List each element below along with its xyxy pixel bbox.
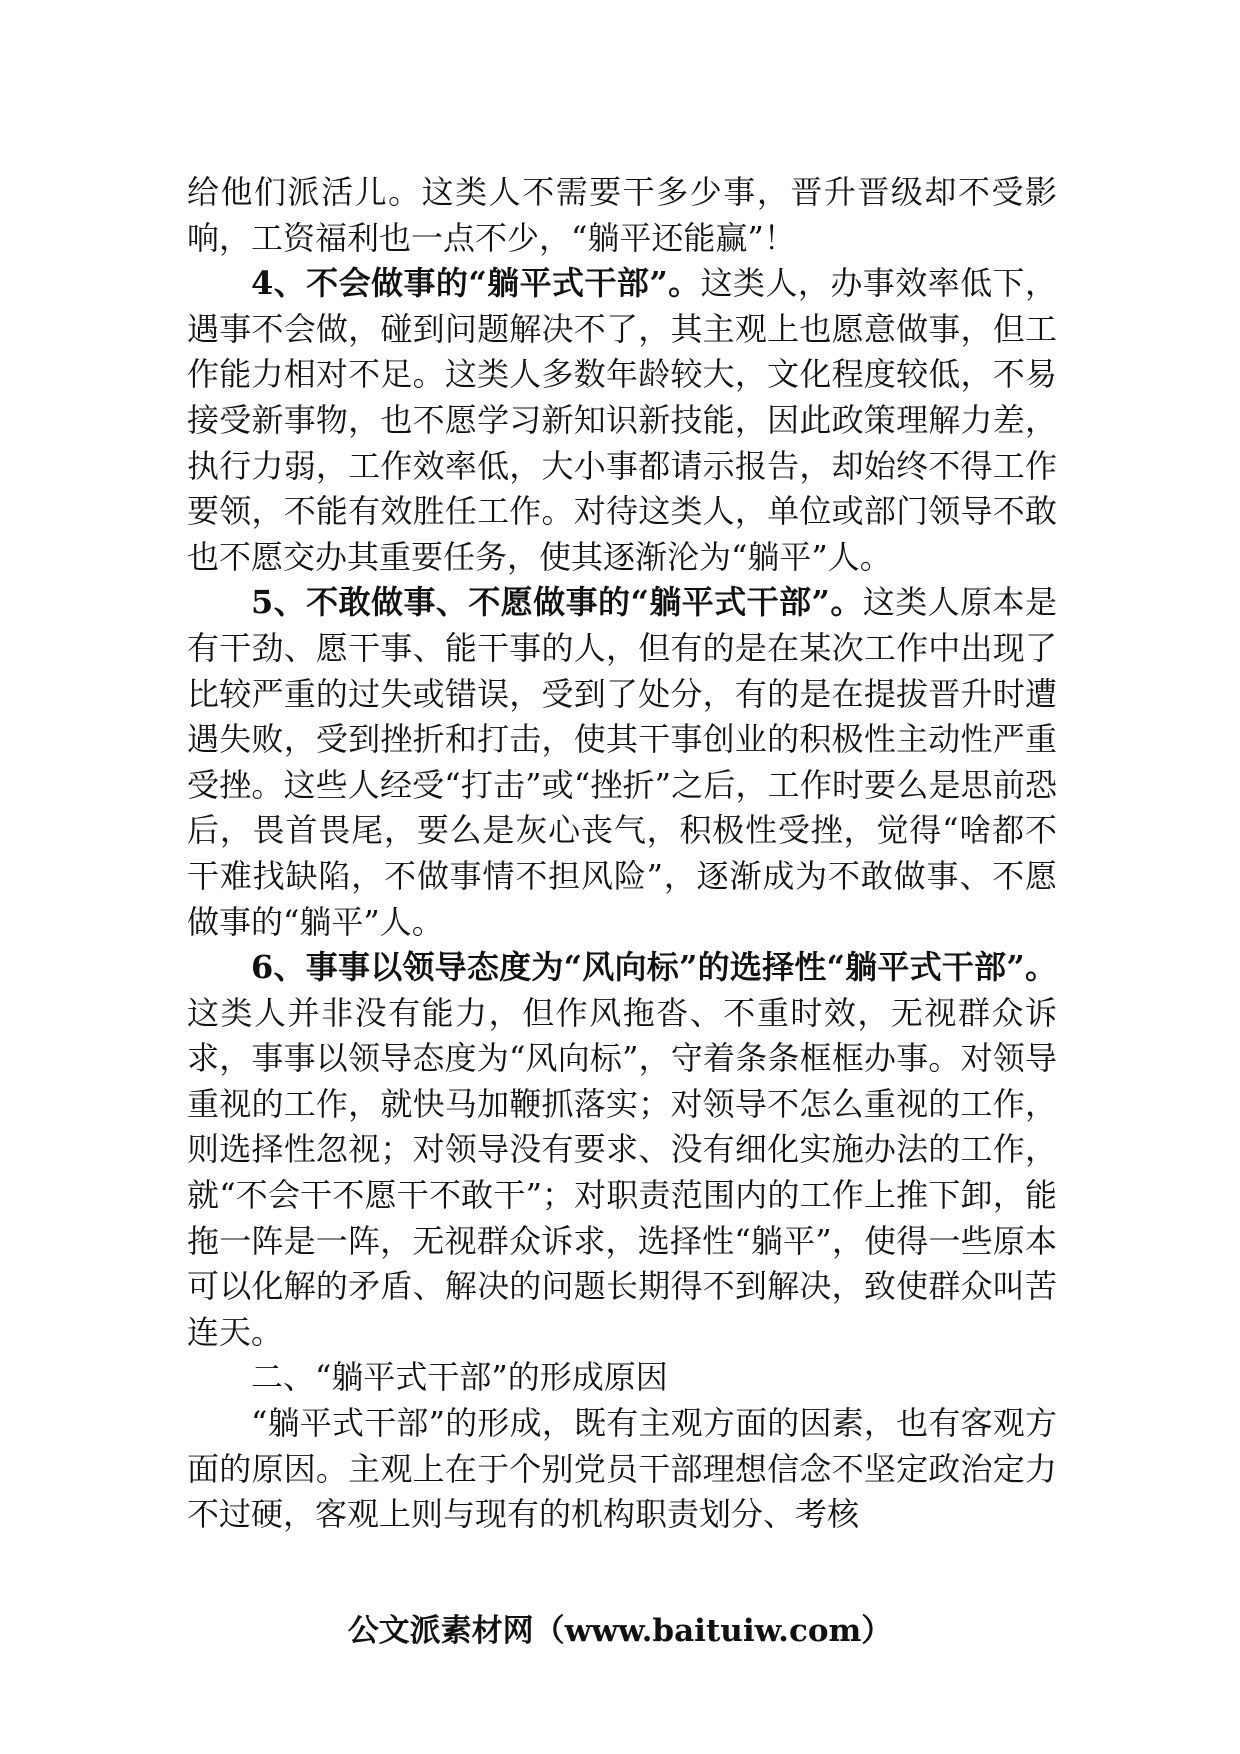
paragraph-item-6 [187, 945, 1057, 1355]
section-heading [187, 1355, 1057, 1401]
paragraph-text: “躺平式干部”的形成，既有主观方面的因素，也有客观方面的原因。主观上在于个别党员干部理想信念不坚定政治定力不过硬，客观上则与现有的机构职责划分、考核 [187, 1404, 1057, 1534]
paragraph-heading: 4、不会做事的“躺平式干部”。 [251, 264, 701, 303]
paragraph-item-4 [187, 261, 1057, 580]
paragraph-item-5 [187, 580, 1057, 945]
paragraph-heading: 5、不敢做事、不愿做事的“躺平式干部”。 [251, 583, 863, 622]
paragraph-causes [187, 1401, 1057, 1538]
paragraph-continuation [187, 170, 1057, 261]
section-heading-text: 二、“躺平式干部”的形成原因 [251, 1358, 668, 1397]
paragraph-text: 这类人并非没有能力，但作风拖沓、不重时效，无视群众诉求，事事以领导态度为“风向标”，守着条条框框办事。对领导重视的工作，就快马加鞭抓落实；对领导不怎么重视的工作，则选择性忽视；对领导没有要求、没有细化实施办法的工作，就“不会干不愿干不敢干”；对职责范围内的工作上推下卸，能拖一阵是一阵，无视群众诉求，选择性“躺平”，使得一些原本可以化解的矛盾、解决的问题长期得不到解决，致使群众叫苦连天。 [187, 993, 1057, 1351]
footer-source: 公文派素材网（www.baituiw.com） [347, 1613, 893, 1649]
paragraph-heading: 6、事事以领导态度为“风向标”的选择性“躺平式干部”。 [251, 948, 1057, 987]
paragraph-text: 给他们派活儿。这类人不需要干多少事，晋升晋级却不受影响，工资福利也一点不少，“躺平还能赢”！ [187, 173, 1057, 257]
document-body [187, 170, 1057, 1538]
paragraph-text: 这类人，办事效率低下，遇事不会做，碰到问题解决不了，其主观上也愿意做事，但工作能力相对不足。这类人多数年龄较大，文化程度较低，不易接受新事物，也不愿学习新知识新技能，因此政策理解力差，执行力弱，工作效率低，大小事都请示报告，却始终不得工作要领，不能有效胜任工作。对待这类人，单位或部门领导不敢也不愿交办其重要任务，使其逐渐沦为“躺平”人。 [187, 264, 1057, 576]
paragraph-text: 这类人原本是有干劲、愿干事、能干事的人，但有的是在某次工作中出现了比较严重的过失或错误，受到了处分，有的是在提拔晋升时遭遇失败，受到挫折和打击，使其干事创业的积极性主动性严重受挫。这些人经受“打击”或“挫折”之后，工作时要么是思前恐后，畏首畏尾，要么是灰心丧气，积极性受挫，觉得“啥都不干难找缺陷，不做事情不担风险”，逐渐成为不敢做事、不愿做事的“躺平”人。 [187, 583, 1057, 941]
